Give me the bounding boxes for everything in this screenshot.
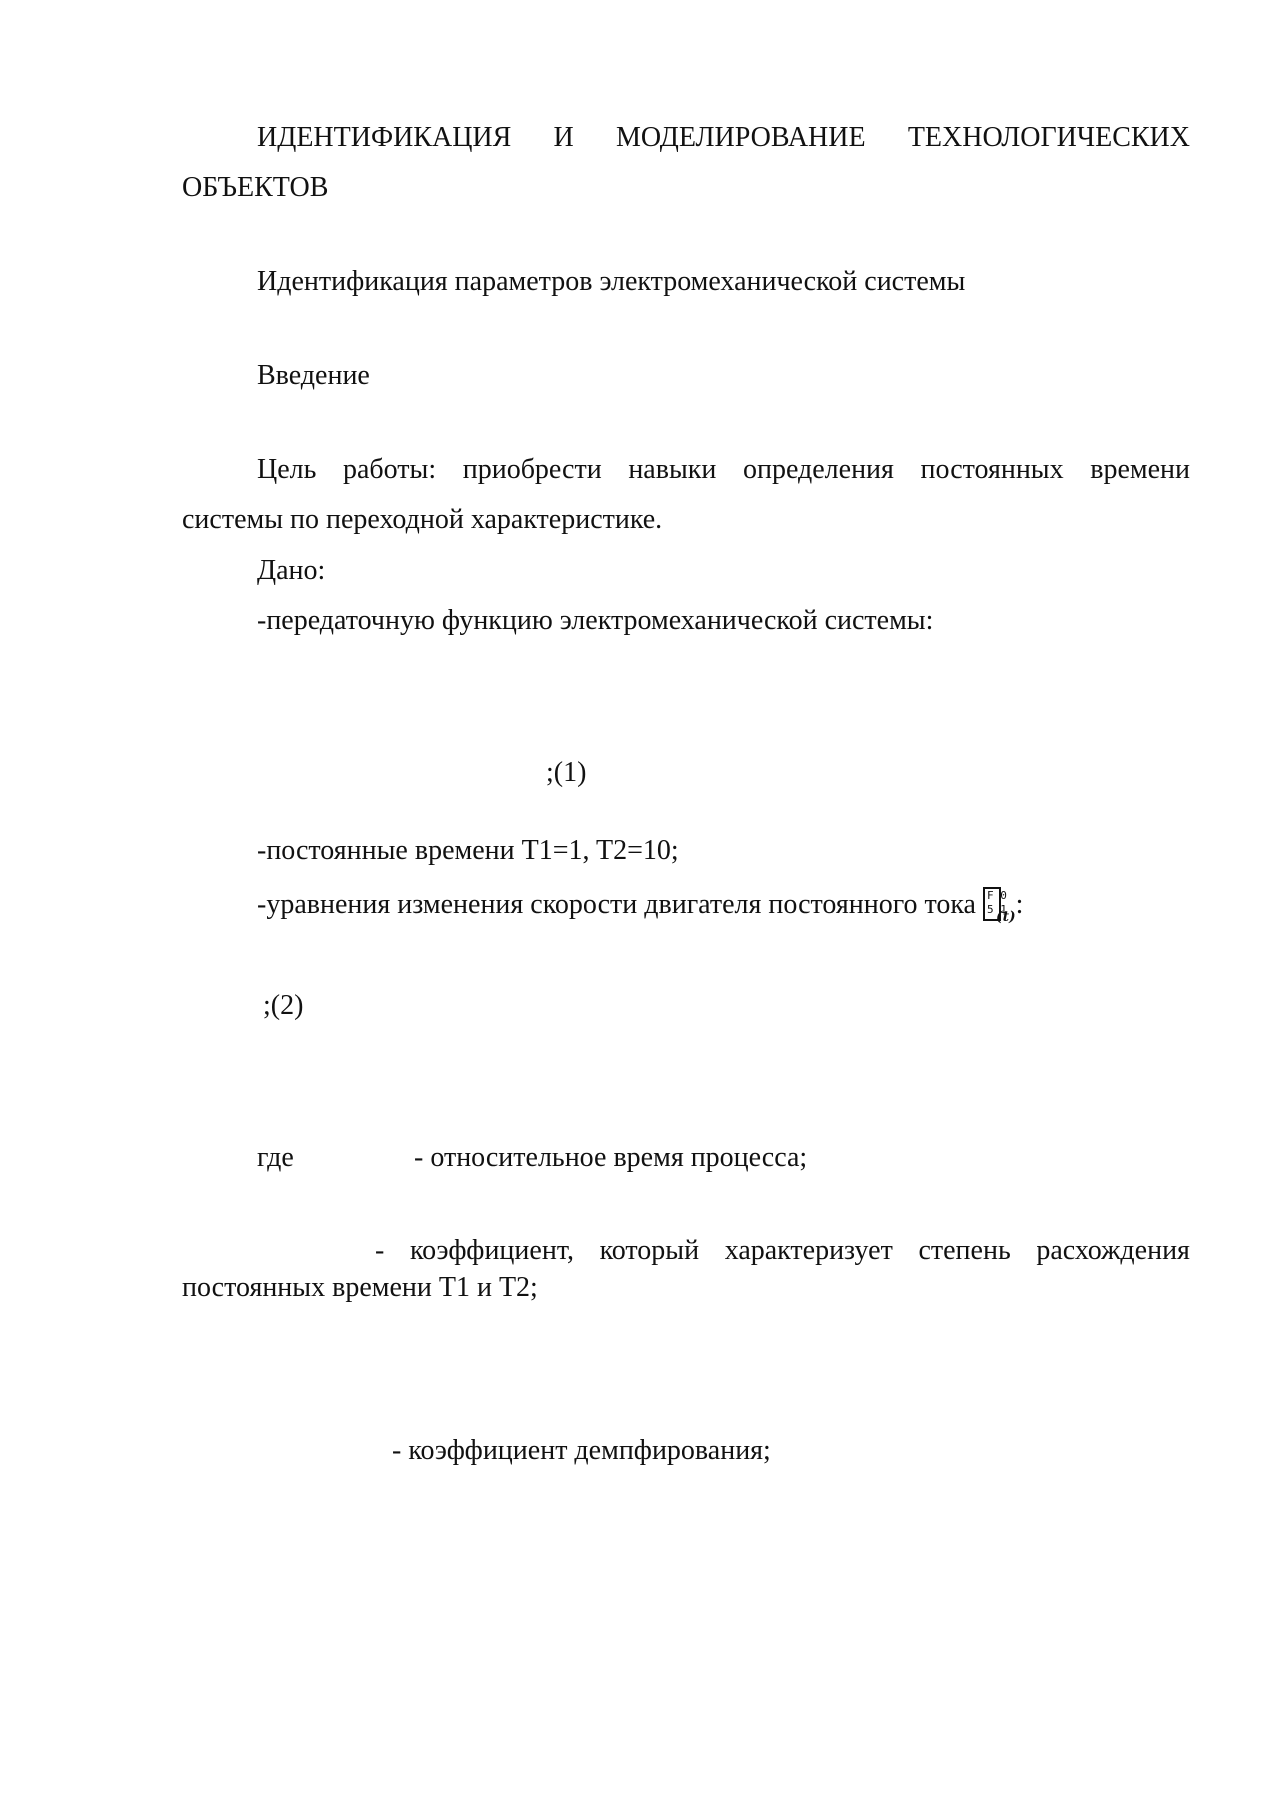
equation-2-label: ;(2) xyxy=(263,990,304,1021)
definition-divergence-word: коэффициент, xyxy=(409,1235,574,1266)
glyph-tail-text: (t) xyxy=(995,909,1016,925)
goal-word: навыки xyxy=(628,454,717,485)
given-item-transfer-function: -передаточную функцию электромеханической системы: xyxy=(257,605,934,636)
intro-heading: Введение xyxy=(257,360,370,391)
definition-divergence-line-2: постоянных времени T1 и T2; xyxy=(182,1272,538,1303)
definition-divergence-word: степень xyxy=(918,1235,1011,1266)
goal-line-2: системы по переходной характеристике. xyxy=(182,504,663,535)
given-item-time-constants: -постоянные времени T1=1, T2=10; xyxy=(257,835,679,866)
equation-1-label: ;(1) xyxy=(546,757,587,788)
goal-line-1 xyxy=(257,453,1190,487)
goal-word: постоянных xyxy=(920,454,1064,485)
definition-divergence-word: расхождения xyxy=(1036,1235,1190,1266)
goal-word: времени xyxy=(1090,454,1190,485)
goal-word: работы: xyxy=(342,454,437,485)
goal-word: определения xyxy=(742,454,894,485)
definition-relative-time: - относительное время процесса; xyxy=(414,1142,808,1173)
definition-divergence-line-1 xyxy=(375,1234,1190,1268)
definition-divergence-word: - xyxy=(375,1235,385,1266)
definition-divergence-word: характеризует xyxy=(724,1235,893,1266)
title-word: МОДЕЛИРОВАНИЕ xyxy=(616,122,866,153)
missing-glyph-icon: F 0 5 1 xyxy=(983,887,1001,921)
document-title-line-2: ОБЪЕКТОВ xyxy=(182,172,329,203)
title-word: И xyxy=(553,122,574,153)
given-item-speed-equation-text: -уравнения изменения скорости двигателя постоянного тока xyxy=(257,889,976,920)
document-subtitle: Идентификация параметров электромеханической системы xyxy=(257,266,966,297)
title-word: ИДЕНТИФИКАЦИЯ xyxy=(257,122,512,153)
given-label: Дано: xyxy=(257,555,326,586)
given-item-speed-equation xyxy=(257,887,1023,934)
document-title-line-1 xyxy=(257,121,1190,155)
definition-damping: - коэффициент демпфирования; xyxy=(392,1435,771,1466)
definition-divergence-word: который xyxy=(599,1235,700,1266)
title-word: ТЕХНОЛОГИЧЕСКИХ xyxy=(907,122,1190,153)
goal-word: приобрести xyxy=(462,454,602,485)
goal-word: Цель xyxy=(257,454,317,485)
where-word: где xyxy=(257,1142,294,1173)
given-item-speed-equation-colon: : xyxy=(1015,889,1024,920)
